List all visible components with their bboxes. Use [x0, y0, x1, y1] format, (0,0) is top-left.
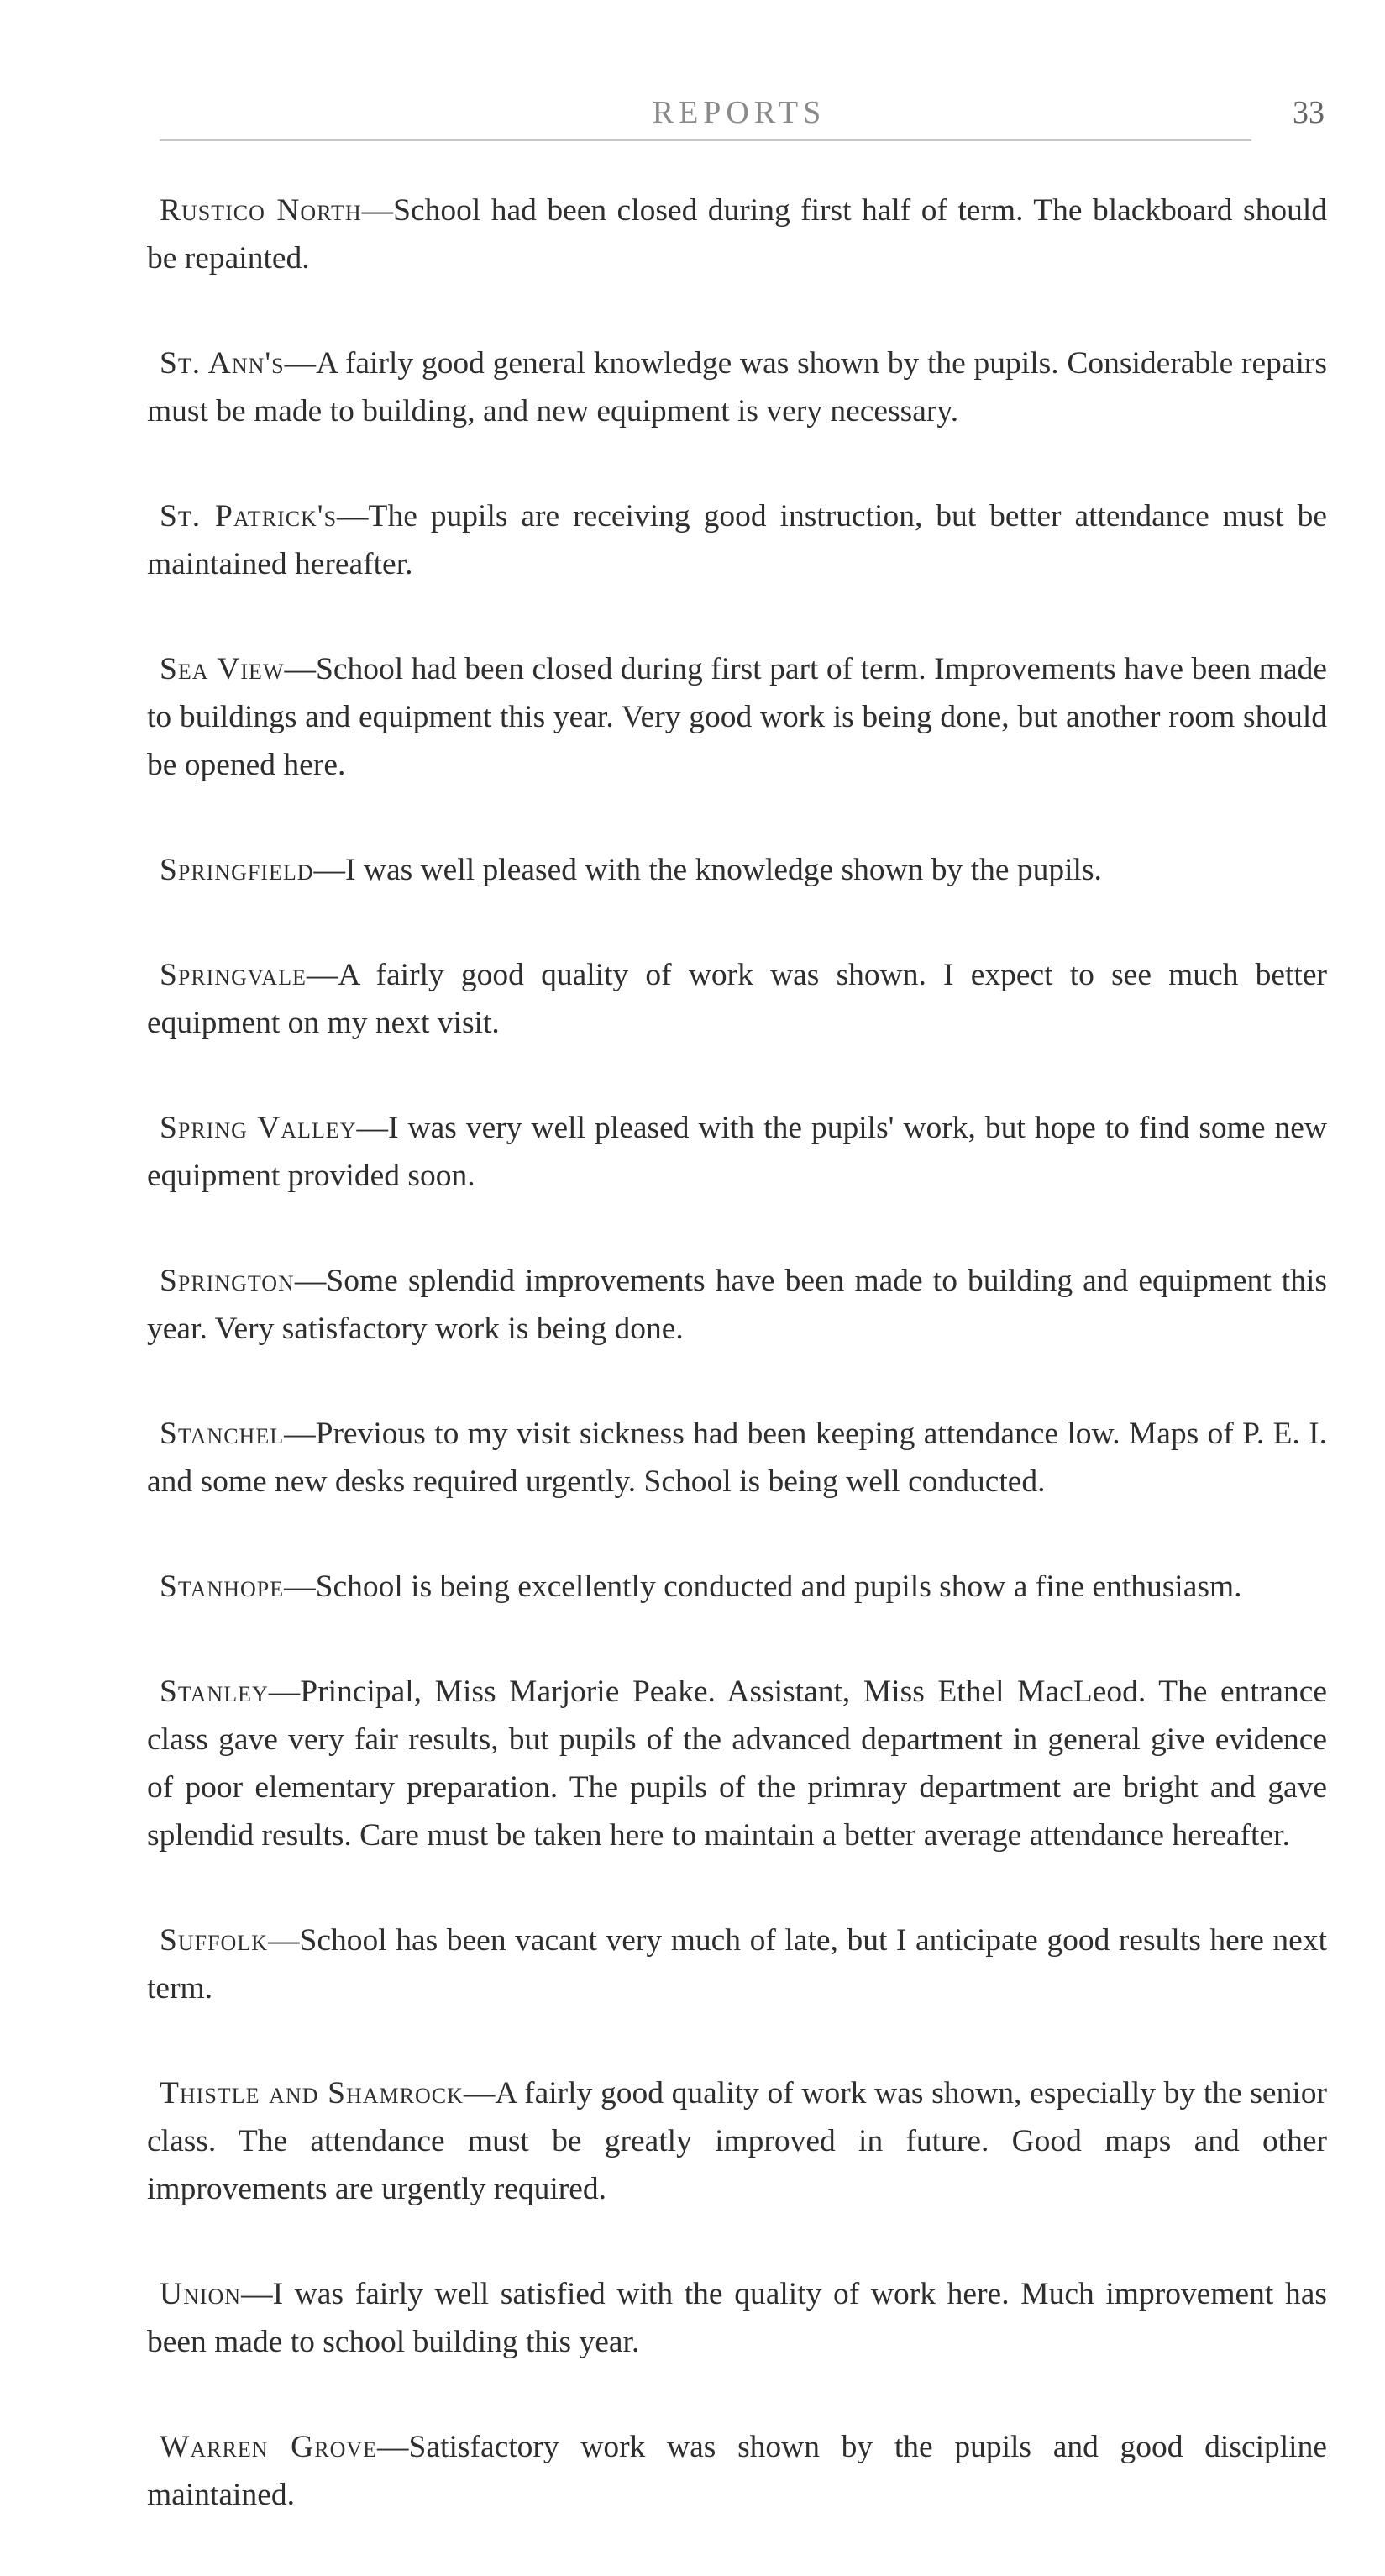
school-name: Stanchel — [160, 1417, 285, 1451]
report-entry-stanhope — [147, 1563, 1327, 1611]
report-entry-rustico-north — [147, 187, 1327, 282]
report-entry-springfield — [147, 846, 1327, 894]
school-name: Spring Valley — [160, 1111, 357, 1145]
school-name: Springfield — [160, 853, 314, 887]
entry-text: —I was well pleased with the knowledge shown by the pupils. — [313, 853, 1102, 887]
entry-text: —The pupils are receiving good instruction, but better attendance must be maintained hereafter. — [147, 499, 1327, 581]
entry-text: —I was very well pleased with the pupils' work, but hope to find some new equipment provided soon. — [147, 1111, 1327, 1193]
report-entry-thistle-and-shamrock — [147, 2069, 1327, 2213]
report-entry-suffolk — [147, 1916, 1327, 2012]
school-name: Union — [160, 2277, 242, 2311]
report-entry-union — [147, 2270, 1327, 2366]
report-entry-springton — [147, 1257, 1327, 1353]
school-name: Sea View — [160, 652, 285, 686]
entry-text: —Previous to my visit sickness had been keeping attendance low. Maps of P. E. I. and some new desks required urgently. School is being well conducted. — [147, 1417, 1327, 1499]
report-entry-st-anns — [147, 339, 1327, 435]
school-name: Thistle and Shamrock — [160, 2076, 464, 2111]
school-name: St. Patrick's — [160, 499, 338, 534]
report-body — [147, 187, 1327, 2576]
page-number: 33 — [1293, 95, 1325, 130]
school-name: Suffolk — [160, 1923, 268, 1958]
running-header — [147, 94, 1331, 136]
entry-text: —School is being excellently conducted and pupils show a fine enthusiasm. — [284, 1569, 1242, 1604]
report-entry-warren-grove — [147, 2423, 1327, 2519]
entry-text: —Satisfactory work was shown by the pupils and good discipline maintained. — [147, 2430, 1327, 2512]
entry-text: —School had been closed during first part of term. Improvements have been made to buildings and equipment this year. Very good work is being done, but another room should be opened here. — [147, 652, 1328, 782]
report-entry-spring-valley — [147, 1104, 1327, 1200]
report-entry-stanchel — [147, 1410, 1327, 1506]
header-rule — [160, 139, 1251, 141]
entry-text: —A fairly good quality of work was shown, especially by the senior class. The attendance must be greatly improved in future. Good maps and other improvements are urgently required. — [147, 2076, 1327, 2206]
report-entry-springvale — [147, 951, 1327, 1047]
school-name: St. Ann's — [160, 346, 285, 381]
entry-text: —A fairly good quality of work was shown. I expect to see much better equipment on my next visit. — [147, 958, 1327, 1040]
running-head-title: REPORTS — [652, 95, 826, 130]
report-entry-sea-view — [147, 645, 1327, 789]
school-name: Rustico North — [160, 193, 362, 228]
report-entry-stanley — [147, 1668, 1327, 1859]
school-name: Stanley — [160, 1674, 269, 1709]
entry-text: —Some splendid improvements have been made to building and equipment this year. Very satisfactory work is being done. — [147, 1264, 1327, 1346]
entry-text: —School had been closed during first half of term. The blackboard should be repainted. — [147, 193, 1327, 276]
school-name: Warren Grove — [160, 2430, 378, 2464]
school-name: Stanhope — [160, 1569, 285, 1604]
entry-text: —I was fairly well satisfied with the quality of work here. Much improvement has been made to school building this year. — [147, 2277, 1327, 2359]
school-name: Springton — [160, 1264, 295, 1298]
entry-text: —A fairly good general knowledge was shown by the pupils. Considerable repairs must be made to building, and new equipment is very necessary. — [147, 346, 1327, 428]
school-name: Springvale — [160, 958, 307, 992]
entry-text: —Principal, Miss Marjorie Peake. Assistant, Miss Ethel MacLeod. The entrance class gave very fair results, but pupils of the advanced department in general give evidence of poor elementary preparation. The pupils of the primray department are bright and gave splendid results. Care must be taken here to maintain a better average attendance hereafter. — [147, 1674, 1327, 1853]
entry-text: —School has been vacant very much of late, but I anticipate good results here next term. — [147, 1923, 1327, 2006]
report-entry-st-patricks — [147, 492, 1327, 588]
